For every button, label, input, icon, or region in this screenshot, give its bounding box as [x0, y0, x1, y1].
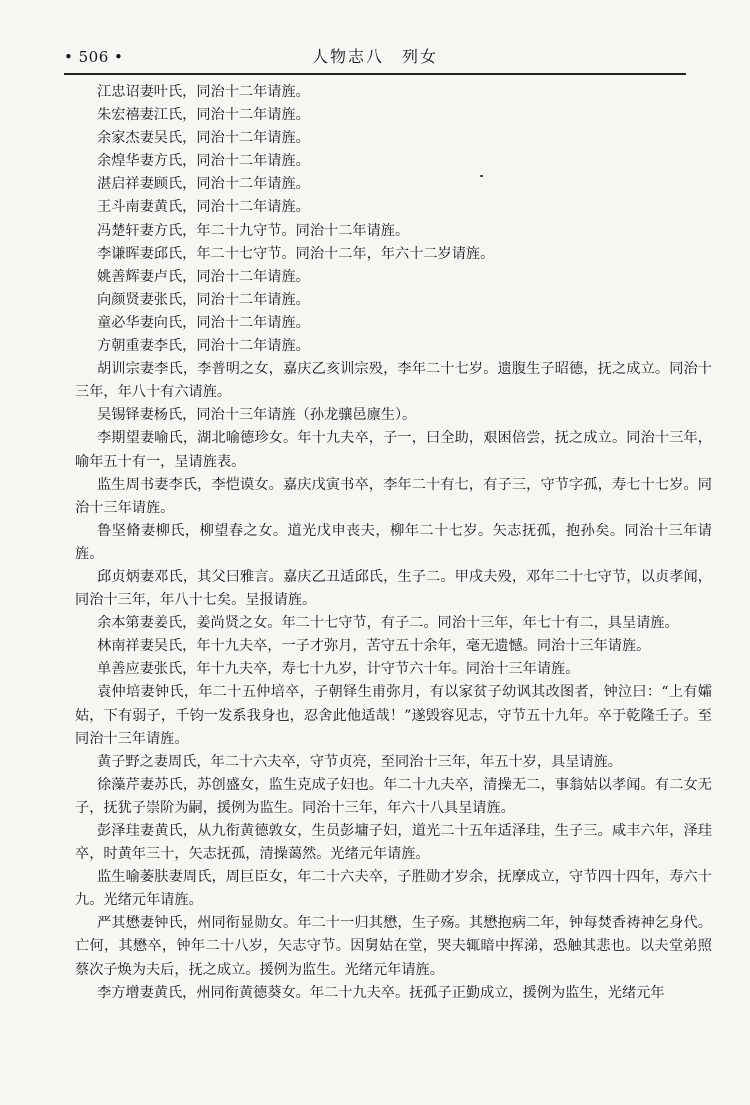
- record-entry: 李方增妻黄氏，州同衔黄德葵女。年二十九夫卒。抚孤子正勤成立，援例为监生，光绪元年: [97, 984, 665, 1001]
- record-entry: 向颜贤妻张氏，同治十二年请旌。: [97, 291, 310, 308]
- record-entry: 胡训宗妻李氏，李普明之女，嘉庆乙亥训宗殁，李年二十七岁。遗腹生子昭德，抚之成立。同治十三年，年八十有六请旌。: [75, 361, 712, 401]
- header-rule: [64, 73, 686, 75]
- record-entry: 冯楚轩妻方氏，年二十九守节。同治十二年请旌。: [97, 222, 410, 239]
- page-number: • 506 •: [64, 48, 124, 66]
- page-header: [64, 44, 686, 70]
- record-entry: 单善应妻张氏，年十九夫卒，寿七十九岁，计守节六十年。同治十三年请旌。: [97, 661, 580, 678]
- record-entry: 鲁坚脩妻柳氏，柳望春之女。道光戊申丧夫，柳年二十七岁。矢志抚孤，抱孙矣。同治十三年请旌。: [75, 522, 712, 562]
- record-entry: 余本第妻姜氏，姜尚贤之女。年二十七守节，有子二。同治十三年，年七十有二，具呈请旌。: [97, 615, 679, 632]
- record-entry: 姚善辉妻卢氏，同治十二年请旌。: [97, 268, 310, 285]
- record-entry: 徐藻芹妻苏氏，苏创盛女，监生克成子妇也。年二十九夫卒，清操无二，事翁姑以孝闻。有二女无子，抚犹子崇阶为嗣，援例为监生。同治十三年，年六十八具呈请旌。: [75, 776, 712, 816]
- record-entry: 吴锡铎妻杨氏，同治十三年请旌（孙龙骧邑廪生）。: [97, 407, 417, 424]
- record-entry: 李谦晖妻邱氏，年二十七守节。同治十二年，年六十二岁请旌。: [97, 245, 495, 262]
- record-entry: 江忠诏妻叶氏，同治十二年请旌。: [97, 84, 310, 100]
- record-entry: 余家杰妻吴氏，同治十二年请旌。: [97, 130, 310, 147]
- scan-speck: [480, 175, 483, 177]
- text-body: [75, 81, 712, 1005]
- record-entry: 方朝重妻李氏，同治十二年请旌。: [97, 338, 310, 355]
- record-entry: 林南祥妻吴氏，年十九夫卒，一子才弥月，苦守五十余年，毫无遗憾。同治十三年请旌。: [97, 638, 651, 655]
- record-entry: 王斗南妻黄氏，同治十二年请旌。: [97, 199, 310, 216]
- record-entry: 严其懋妻钟氏，州同衔显勋女。年二十一归其懋，生子殇。其懋抱病二年，钟每焚香祷神乞身代。亡何，其懋卒，钟年二十八岁，矢志守节。因舅姑在堂，哭夫辄暗中挥涕，恐触其悲也。以夫堂弟照蔡次子焕为夫后，抚之成立。援例为监生。光绪元年请旌。: [75, 915, 712, 978]
- record-entry: 袁仲培妻钟氏，年二十五仲培卒，子朝铎生甫弥月，有以家贫子幼讽其改图者，钟泣曰：“上有孀姑，下有弱子，千钧一发系我身也，忍舍此他适哉！”遂毁容见志，守节五十九年。卒于乾隆壬子。至同治十三年请旌。: [75, 684, 712, 747]
- record-entry: 黄子野之妻周氏，年二十六夫卒，守节贞亮，至同治十三年，年五十岁，具呈请旌。: [97, 753, 622, 770]
- running-title: 人物志八 列女: [311, 47, 439, 66]
- record-entry: 邱贞炳妻邓氏，其父曰雅言。嘉庆乙丑适邱氏，生子二。甲戌夫殁，邓年二十七守节，以贞孝闻，同治十三年，年八十七矣。呈报请旌。: [75, 568, 712, 609]
- record-entry: 李期望妻喻氏，湖北喻德珍女。年十九夫卒，子一，曰全助，艰困倍尝，抚之成立。同治十三年，喻年五十有一，呈请旌表。: [75, 430, 712, 470]
- record-entry: 余煌华妻方氏，同治十二年请旌。: [97, 153, 310, 170]
- record-entry: 彭泽珪妻黄氏，从九衔黄德敦女，生员彭墉子妇，道光二十五年适泽珪，生子三。咸丰六年，泽珪卒，时黄年三十，矢志抚孤，清操蔼然。光绪元年请旌。: [75, 823, 712, 863]
- record-entry: 朱宏禧妻江氏，同治十二年请旌。: [97, 107, 310, 124]
- record-entry: 湛启祥妻顾氏，同治十二年请旌。: [97, 176, 310, 193]
- record-entry: 监生周书妻李氏，李恺谟女。嘉庆戊寅书卒，李年二十有七，有子三，守节字孤，寿七十七岁。同治十三年请旌。: [75, 476, 712, 516]
- record-entry: 童必华妻向氏，同治十二年请旌。: [97, 314, 310, 331]
- record-entry: 监生喻萎肤妻周氏，周巨臣女，年二十六夫卒，子胜勋才岁余，抚摩成立，守节四十四年，寿六十九。光绪元年请旌。: [75, 869, 712, 909]
